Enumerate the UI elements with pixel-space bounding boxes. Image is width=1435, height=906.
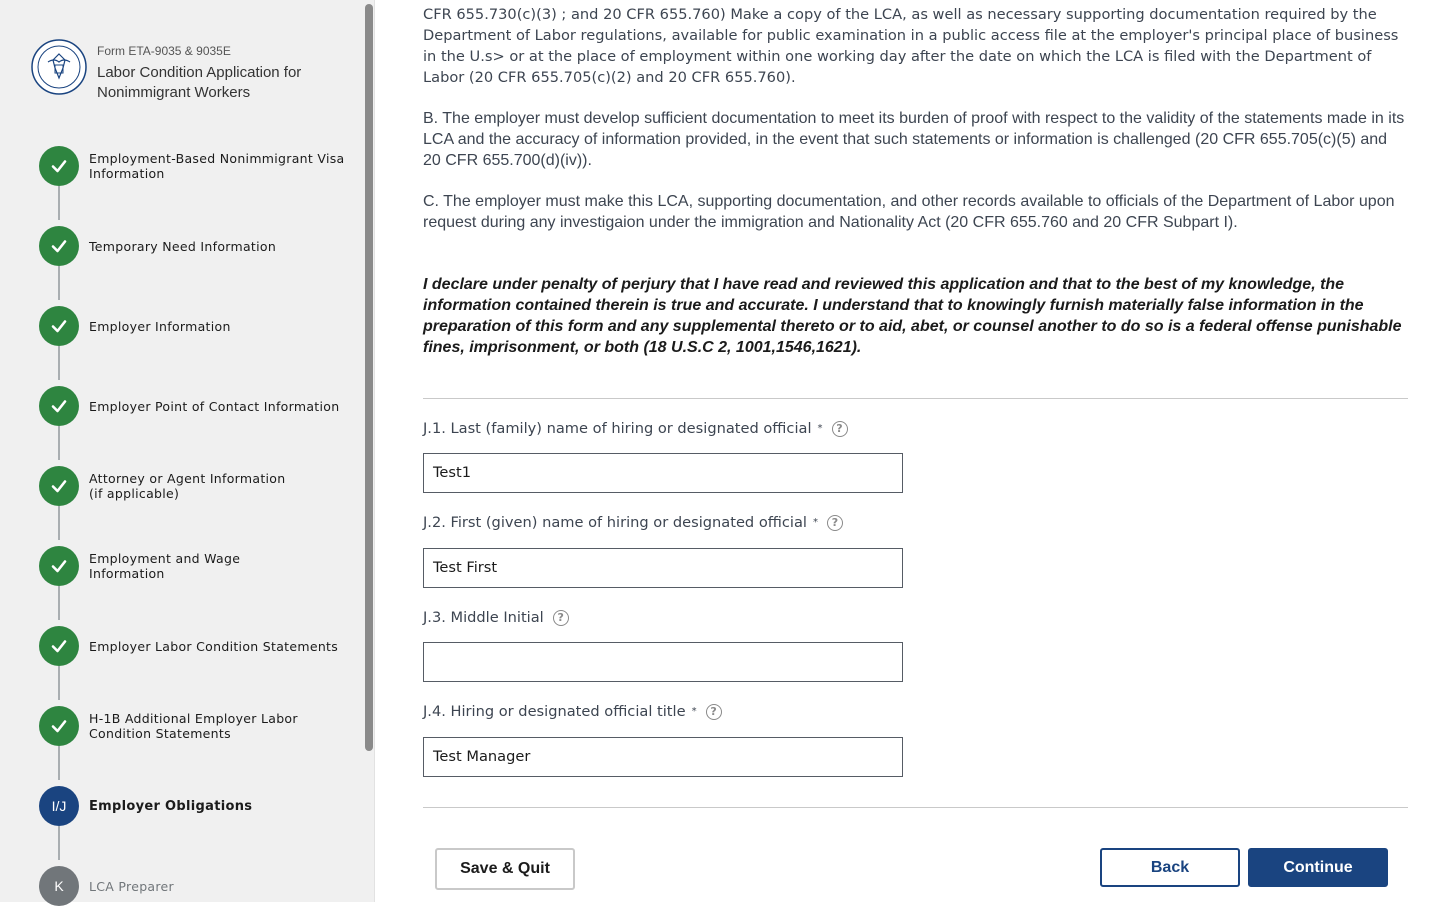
step-connector — [58, 426, 60, 460]
step-status-complete — [39, 226, 79, 266]
step-temporary-need-info[interactable] — [39, 226, 276, 266]
checkmark-icon — [50, 477, 68, 495]
question-circle-icon[interactable]: ? — [553, 610, 569, 626]
step-connector — [58, 746, 60, 780]
checkmark-icon — [50, 157, 68, 175]
divider — [423, 807, 1408, 808]
j3-label — [423, 609, 569, 626]
step-label: Employer Information — [89, 318, 231, 334]
checkmark-icon — [50, 637, 68, 655]
j4-title-input[interactable]: Test Manager — [423, 737, 903, 777]
step-attorney-agent-info[interactable] — [39, 466, 285, 506]
step-connector — [58, 586, 60, 620]
step-label: Employment-Based Nonimmigrant Visa Information — [89, 151, 345, 181]
j2-label — [423, 514, 843, 531]
step-connector — [58, 826, 60, 860]
step-connector — [58, 666, 60, 700]
j3-label-text: J.3. Middle Initial — [423, 609, 544, 626]
checkmark-icon — [50, 397, 68, 415]
step-employment-wage-info[interactable] — [39, 546, 240, 586]
step-label: Employer Point of Contact Information — [89, 398, 340, 414]
step-status-complete — [39, 626, 79, 666]
step-label: Attorney or Agent Information (if applicable) — [89, 471, 286, 501]
form-title: Labor Condition Application for Nonimmigrant Workers — [97, 64, 302, 101]
continue-button[interactable]: Continue — [1248, 848, 1388, 887]
step-labor-condition-statements[interactable] — [39, 626, 338, 666]
question-circle-icon[interactable]: ? — [827, 515, 843, 531]
obligation-paragraph-b: B. The employer must develop sufficient documentation to meet its burden of proof with respect to the validity of the statements made in its LCA and the accuracy of information provided, in the event that such statements or information is challenged (20 CFR 655.705(c)(5) and 20 CFR 655.700(d)(iv)). — [423, 110, 1405, 169]
step-status-complete — [39, 146, 79, 186]
j2-label-text: J.2. First (given) name of hiring or designated official — [423, 514, 807, 531]
step-status-complete — [39, 466, 79, 506]
checkmark-icon — [50, 237, 68, 255]
step-status-complete — [39, 306, 79, 346]
form-number: Form ETA-9035 & 9035E — [97, 44, 231, 58]
dol-seal-icon — [30, 38, 88, 96]
perjury-declaration: I declare under penalty of perjury that I have read and reviewed this application and that to the best of my knowledge, the information contained therein is true and accurate. I understand that to knowingly furnish materially false information in the preparation of this form and any supplemental thereto or to aid, abet, or counsel another to do so is a federal offense punishable fines, imprisonment, or both (18 U.S.C 2, 1001,1546,1621). — [423, 276, 1402, 356]
step-badge: K — [39, 866, 79, 906]
question-circle-icon[interactable]: ? — [832, 421, 848, 437]
j1-last-name-input[interactable]: Test1 — [423, 453, 903, 493]
step-label: Employment and Wage Information — [89, 551, 241, 581]
step-employer-obligations[interactable] — [39, 786, 252, 826]
step-label: Employer Obligations — [89, 798, 253, 814]
step-lca-preparer[interactable] — [39, 866, 174, 906]
step-label: LCA Preparer — [89, 878, 174, 894]
divider — [423, 398, 1408, 399]
j4-label — [423, 703, 722, 720]
obligation-paragraph-c: C. The employer must make this LCA, supporting documentation, and other records available to officials of the Department of Labor upon request during any investigaion under the immigration and Nationality Act (20 CFR 655.760 and 20 CFR Subpart I). — [423, 193, 1395, 231]
step-badge: I/J — [39, 786, 79, 826]
step-status-complete — [39, 706, 79, 746]
step-label: Temporary Need Information — [89, 238, 277, 254]
required-marker: * — [817, 423, 823, 434]
obligation-paragraph-a: CFR 655.730(c)(3) ; and 20 CFR 655.760) Make a copy of the LCA, as well as necessary supporting documentation required by the Department of Labor regulations, available for public examination in a public access file at the employer's principal place of business in the U.s> or at the place of employment within one working day after the date on which the LCA is filed with the Department of Labor (20 CFR 655.705(c)(2) and 20 CFR 655.760). — [423, 6, 1399, 86]
j1-label — [423, 420, 848, 437]
required-marker: * — [812, 517, 818, 528]
checkmark-icon — [50, 717, 68, 735]
step-employer-poc-info[interactable] — [39, 386, 339, 426]
step-label: Employer Labor Condition Statements — [89, 638, 339, 654]
step-connector — [58, 346, 60, 380]
j1-label-text: J.1. Last (family) name of hiring or designated official — [423, 420, 812, 437]
step-connector — [58, 186, 60, 220]
step-employer-info[interactable] — [39, 306, 231, 346]
step-connector — [58, 506, 60, 540]
checkmark-icon — [50, 317, 68, 335]
j2-first-name-input[interactable]: Test First — [423, 548, 903, 588]
step-status-complete — [39, 386, 79, 426]
step-h1b-additional-statements[interactable] — [39, 706, 298, 746]
question-circle-icon[interactable]: ? — [706, 704, 722, 720]
form-brand — [30, 38, 317, 103]
checkmark-icon — [50, 557, 68, 575]
step-label: H-1B Additional Employer Labor Condition Statements — [89, 711, 298, 741]
j3-middle-initial-input[interactable] — [423, 642, 903, 682]
step-status-complete — [39, 546, 79, 586]
back-button[interactable]: Back — [1100, 848, 1240, 887]
save-quit-button[interactable]: Save & Quit — [435, 848, 575, 890]
j4-label-text: J.4. Hiring or designated official title — [423, 703, 686, 720]
required-marker: * — [691, 706, 697, 717]
sidebar — [0, 0, 375, 902]
step-connector — [58, 266, 60, 300]
step-employment-based-visa-info[interactable] — [39, 146, 345, 186]
sidebar-scrollbar[interactable] — [365, 4, 373, 751]
